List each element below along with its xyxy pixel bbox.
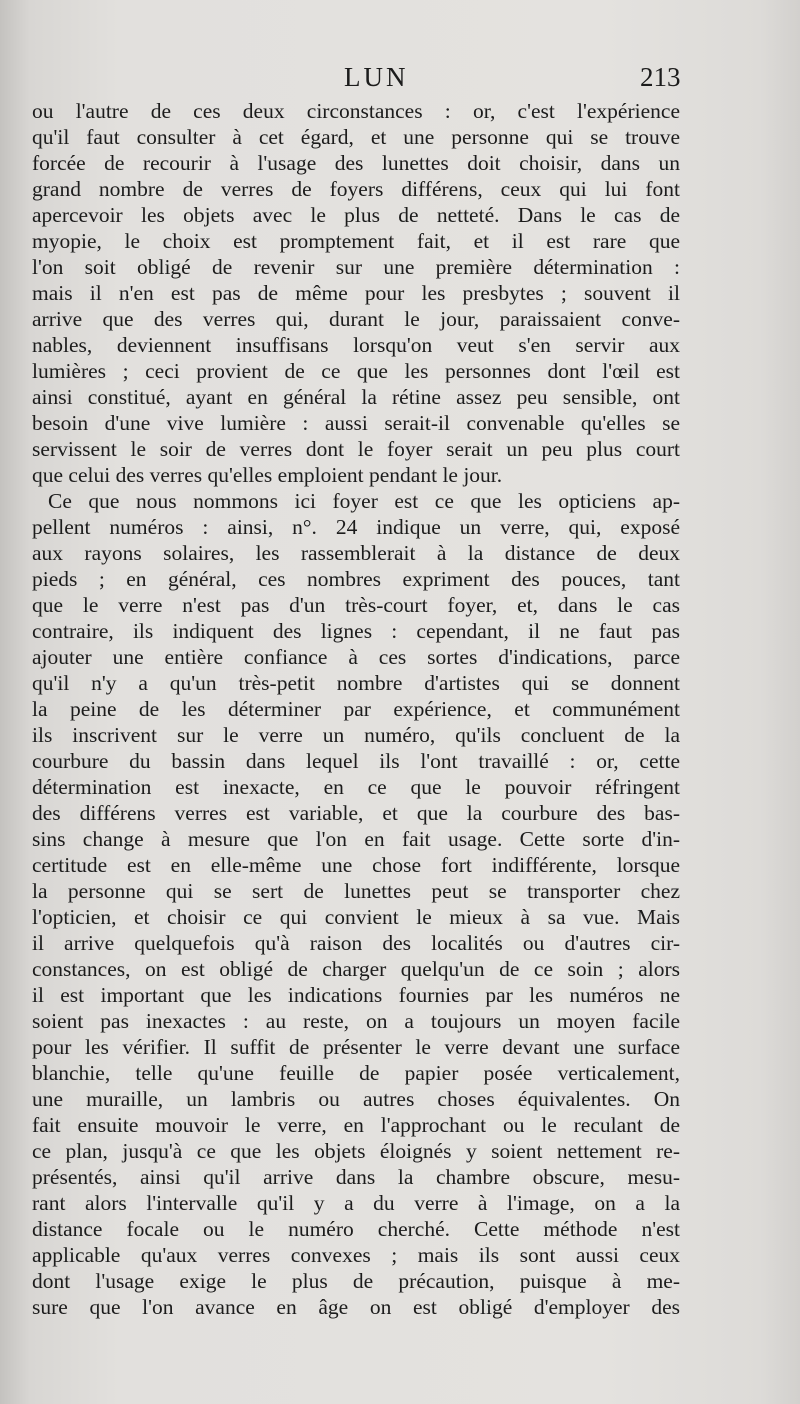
text-line: pour les vérifier. Il suffit de présenter le verre devant une surface: [32, 1035, 680, 1059]
text-line: servissent le soir de verres dont le foyer serait un peu plus court: [32, 437, 680, 461]
text-line: myopie, le choix est promptement fait, et il est rare que: [32, 229, 680, 253]
running-head: LUN: [344, 62, 409, 92]
text-line: des différens verres est variable, et que la courbure des bas-: [32, 801, 680, 825]
text-line: pellent numéros : ainsi, n°. 24 indique un verre, qui, exposé: [32, 515, 680, 539]
text-line: il arrive quelquefois qu'à raison des localités ou d'autres cir-: [32, 931, 680, 955]
text-line: que celui des verres qu'elles emploient pendant le jour.: [32, 463, 503, 487]
text-line: contraire, ils indiquent des lignes : cependant, il ne faut pas: [32, 619, 680, 643]
text-line: détermination est inexacte, en ce que le pouvoir réfringent: [32, 775, 680, 799]
paragraph: [32, 488, 680, 1320]
text-line: arrive que des verres qui, durant le jour, paraissaient conve-: [32, 307, 680, 331]
body-text: [32, 98, 680, 1320]
text-line: sins change à mesure que l'on en fait usage. Cette sorte d'in-: [32, 827, 680, 851]
text-line: ou l'autre de ces deux circonstances : or, c'est l'expérience: [32, 99, 680, 123]
text-line: applicable qu'aux verres convexes ; mais ils sont aussi ceux: [32, 1243, 680, 1267]
text-line: besoin d'une vive lumière : aussi serait-il convenable qu'elles se: [32, 411, 680, 435]
text-line: qu'il n'y a qu'un très-petit nombre d'artistes qui se donnent: [32, 671, 680, 695]
text-line: lumières ; ceci provient de ce que les personnes dont l'œil est: [32, 359, 680, 383]
text-line: blanchie, telle qu'une feuille de papier posée verticalement,: [32, 1061, 680, 1085]
text-line: grand nombre de verres de foyers différens, ceux qui lui font: [32, 177, 680, 201]
text-line: ajouter une entière confiance à ces sortes d'indications, parce: [32, 645, 680, 669]
text-line: aux rayons solaires, les rassemblerait à la distance de deux: [32, 541, 680, 565]
text-line: sure que l'on avance en âge on est obligé d'employer des: [32, 1295, 680, 1319]
text-line: forcée de recourir à l'usage des lunettes doit choisir, dans un: [32, 151, 680, 175]
text-line: rant alors l'intervalle qu'il y a du verre à l'image, on a la: [32, 1191, 680, 1215]
page-number: 213: [640, 62, 681, 92]
text-line: soient pas inexactes : au reste, on a toujours un moyen facile: [32, 1009, 680, 1033]
text-line: une muraille, un lambris ou autres choses équivalentes. On: [32, 1087, 680, 1111]
text-line: l'on soit obligé de revenir sur une première détermination :: [32, 255, 680, 279]
text-line: apercevoir les objets avec le plus de netteté. Dans le cas de: [32, 203, 680, 227]
text-line: courbure du bassin dans lequel ils l'ont travaillé : or, cette: [32, 749, 680, 773]
text-line: qu'il faut consulter à cet égard, et une personne qui se trouve: [32, 125, 680, 149]
text-line: Ce que nous nommons ici foyer est ce que les opticiens ap-: [48, 489, 680, 513]
paragraph: [32, 98, 680, 488]
text-line: ils inscrivent sur le verre un numéro, qu'ils concluent de la: [32, 723, 680, 747]
text-line: ainsi constitué, ayant en général la rétine assez peu sensible, ont: [32, 385, 680, 409]
text-line: nables, deviennent insuffisans lorsqu'on veut s'en servir aux: [32, 333, 680, 357]
text-line: distance focale ou le numéro cherché. Cette méthode n'est: [32, 1217, 680, 1241]
text-line: l'opticien, et choisir ce qui convient le mieux à sa vue. Mais: [32, 905, 680, 929]
text-line: que le verre n'est pas d'un très-court foyer, et, dans le cas: [32, 593, 680, 617]
text-line: certitude est en elle-même une chose fort indifférente, lorsque: [32, 853, 680, 877]
text-line: dont l'usage exige le plus de précaution, puisque à me-: [32, 1269, 680, 1293]
text-line: ce plan, jusqu'à ce que les objets éloignés y soient nettement re-: [32, 1139, 680, 1163]
text-line: mais il n'en est pas de même pour les presbytes ; souvent il: [32, 281, 680, 305]
text-line: pieds ; en général, ces nombres expriment des pouces, tant: [32, 567, 680, 591]
text-line: fait ensuite mouvoir le verre, en l'approchant ou le reculant de: [32, 1113, 680, 1137]
text-line: il est important que les indications fournies par les numéros ne: [32, 983, 680, 1007]
text-line: la personne qui se sert de lunettes peut se transporter chez: [32, 879, 680, 903]
page-header: [32, 62, 682, 102]
text-line: constances, on est obligé de charger quelqu'un de ce soin ; alors: [32, 957, 680, 981]
text-line: la peine de les déterminer par expérience, et communément: [32, 697, 680, 721]
text-line: présentés, ainsi qu'il arrive dans la chambre obscure, mesu-: [32, 1165, 680, 1189]
